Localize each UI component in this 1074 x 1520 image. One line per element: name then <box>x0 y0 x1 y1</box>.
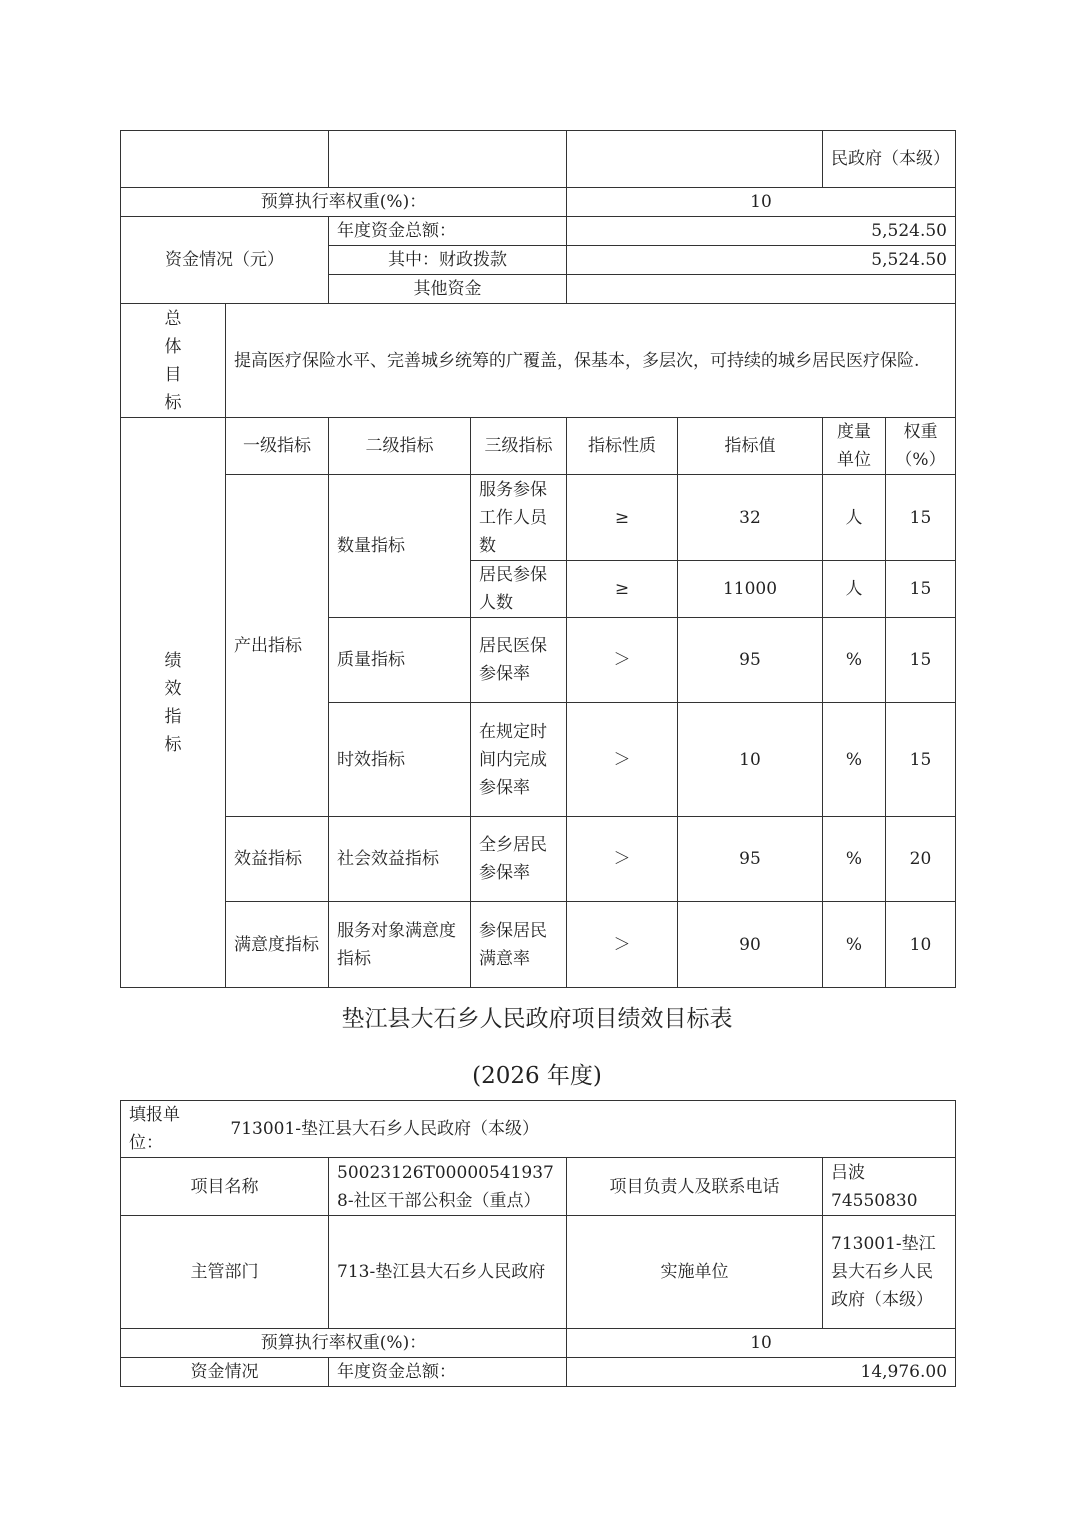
dept-value: 713-垫江县大石乡人民政府 <box>329 1216 567 1329</box>
goal-text: 提高医疗保险水平、完善城乡统筹的广覆盖，保基本，多层次，可持续的城乡居民医疗保险. <box>226 304 956 418</box>
weight-cell: 15 <box>886 475 956 561</box>
impl-unit-tail: 民政府（本级） <box>823 131 956 188</box>
value-cell: 10 <box>678 703 823 817</box>
page-title: 垫江县大石乡人民政府项目绩效目标表 <box>341 1006 733 1032</box>
funds-label: 资金情况（元） <box>121 217 329 304</box>
goal-label <box>121 304 226 418</box>
l3-cell: 居民参保人数 <box>471 561 567 618</box>
contact-label: 项目负责人及联系电话 <box>567 1158 823 1216</box>
project-name-label: 项目名称 <box>121 1158 329 1216</box>
l1-cell: 效益指标 <box>226 817 329 902</box>
l3-cell: 参保居民满意率 <box>471 902 567 988</box>
header-nature: 指标性质 <box>567 418 678 475</box>
empty-cell <box>567 131 823 188</box>
reporting-unit-row <box>121 1101 956 1158</box>
unit-cell: % <box>823 902 886 988</box>
unit-cell: 人 <box>823 561 886 618</box>
project-name-value: 50023126T000005419378-社区干部公积金（重点） <box>329 1158 567 1216</box>
budget-weight-value: 10 <box>567 188 956 217</box>
budget-weight-value: 10 <box>567 1329 956 1358</box>
l1-cell: 满意度指标 <box>226 902 329 988</box>
op-cell: ＞ <box>567 703 678 817</box>
other-funds-value <box>567 275 956 304</box>
budget-weight-label: 预算执行率权重(%)： <box>121 188 567 217</box>
value-cell: 11000 <box>678 561 823 618</box>
op-cell: ＞ <box>567 618 678 703</box>
page-subtitle: (2026 年度) <box>472 1063 602 1089</box>
impl-unit-value: 713001-垫江县大石乡人民政府（本级） <box>823 1216 956 1329</box>
annual-total-value: 5,524.50 <box>567 217 956 246</box>
value-cell: 95 <box>678 618 823 703</box>
l2-cell: 社会效益指标 <box>329 817 471 902</box>
budget-weight-label: 预算执行率权重(%)： <box>121 1329 567 1358</box>
dept-label: 主管部门 <box>121 1216 329 1329</box>
contact-value: 吕波 74550830 <box>823 1158 956 1216</box>
op-cell: ≥ <box>567 561 678 618</box>
op-cell: ＞ <box>567 902 678 988</box>
l2-cell: 数量指标 <box>329 475 471 618</box>
unit-cell: % <box>823 618 886 703</box>
goal-label-text: 总体目标 <box>164 308 182 413</box>
l1-cell: 产出指标 <box>226 475 329 817</box>
other-funds-label: 其他资金 <box>329 275 567 304</box>
unit-cell: % <box>823 703 886 817</box>
weight-cell: 15 <box>886 561 956 618</box>
table-row <box>121 902 956 988</box>
funds-label: 资金情况 <box>121 1358 329 1387</box>
annual-total-label: 年度资金总额： <box>329 217 567 246</box>
weight-cell: 15 <box>886 703 956 817</box>
fiscal-label: 其中：财政拨款 <box>329 246 567 275</box>
empty-cell <box>121 131 329 188</box>
table-row <box>121 817 956 902</box>
l3-cell: 全乡居民参保率 <box>471 817 567 902</box>
l3-cell: 在规定时间内完成参保率 <box>471 703 567 817</box>
unit-cell: 人 <box>823 475 886 561</box>
op-cell: ≥ <box>567 475 678 561</box>
header-l1: 一级指标 <box>226 418 329 475</box>
reporting-unit-label: 填报单位： <box>129 1105 180 1153</box>
table-row <box>121 475 956 561</box>
performance-table-continued <box>120 130 956 988</box>
header-weight: 权重（%） <box>886 418 956 475</box>
header-value: 指标值 <box>678 418 823 475</box>
l3-cell: 服务参保工作人员数 <box>471 475 567 561</box>
fiscal-value: 5,524.50 <box>567 246 956 275</box>
l3-cell: 居民医保参保率 <box>471 618 567 703</box>
perf-label <box>121 418 226 988</box>
impl-unit-label: 实施单位 <box>567 1216 823 1329</box>
perf-label-text: 绩效指标 <box>164 650 182 755</box>
weight-cell: 15 <box>886 618 956 703</box>
header-l2: 二级指标 <box>329 418 471 475</box>
unit-cell: % <box>823 817 886 902</box>
empty-cell <box>329 131 567 188</box>
annual-total-value: 14,976.00 <box>567 1358 956 1387</box>
value-cell: 95 <box>678 817 823 902</box>
op-cell: ＞ <box>567 817 678 902</box>
performance-table <box>120 1100 956 1387</box>
l2-cell: 服务对象满意度指标 <box>329 902 471 988</box>
header-unit: 度量单位 <box>823 418 886 475</box>
header-l3: 三级指标 <box>471 418 567 475</box>
value-cell: 90 <box>678 902 823 988</box>
l2-cell: 时效指标 <box>329 703 471 817</box>
reporting-unit-value: 713001-垫江县大石乡人民政府（本级） <box>230 1119 540 1139</box>
l2-cell: 质量指标 <box>329 618 471 703</box>
weight-cell: 10 <box>886 902 956 988</box>
weight-cell: 20 <box>886 817 956 902</box>
annual-total-label: 年度资金总额： <box>329 1358 567 1387</box>
value-cell: 32 <box>678 475 823 561</box>
